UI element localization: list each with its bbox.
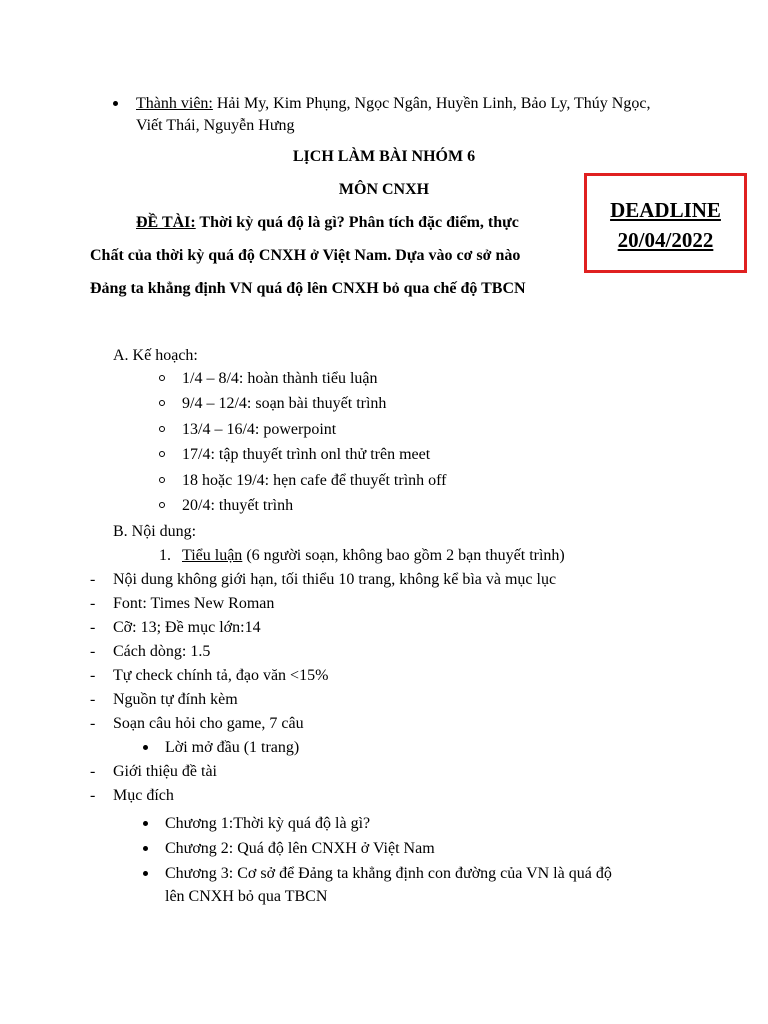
deadline-label: DEADLINE [610,198,721,222]
dash-marker: - [90,667,96,684]
chapter-item-continued: lên CNXH bỏ qua TBCN [165,888,328,905]
dash-marker: - [90,691,96,708]
topic-text-1: Thời kỳ quá độ là gì? Phân tích đặc điểm, thực [195,214,519,231]
requirement-item: Cách dòng: 1.5 [113,643,211,660]
topic-line-3: Đảng ta khẳng định VN quá độ lên CNXH bỏ qua chế độ TBCN [90,280,526,297]
intro-item: Lời mở đầu (1 trang) [165,739,300,756]
plan-item: 17/4: tập thuyết trình onl thử trên meet [182,446,431,463]
deadline-box [584,173,747,273]
chapter-item: Chương 1:Thời kỳ quá độ là gì? [165,815,371,832]
dash-marker: - [90,715,96,732]
members-names-2: Viết Thái, Nguyễn Hưng [136,117,295,134]
circle-bullet-icon [159,451,165,457]
plan-item: 13/4 – 16/4: powerpoint [182,421,337,438]
dash-marker: - [90,619,96,636]
requirement-item: Nội dung không giới hạn, tối thiểu 10 trang, không kể bìa và mục lục [113,571,557,588]
dash-marker: - [90,763,96,780]
dash-marker: - [90,571,96,588]
circle-bullet-icon [159,477,165,483]
page-subtitle: MÔN CNXH [338,181,430,198]
circle-bullet-icon [159,426,165,432]
members-bullet [113,101,118,106]
sub-heading-1 [182,544,565,568]
page-title: LỊCH LÀM BÀI NHÓM 6 [292,148,476,165]
requirement-item: Nguồn tự đính kèm [113,691,238,708]
requirement-item: Giới thiệu đề tài [113,763,217,780]
dash-marker: - [90,787,96,804]
dash-marker: - [90,643,96,660]
chapter-item: Chương 3: Cơ sở để Đảng ta khẳng định con đường của VN là quá độ [165,865,612,882]
sub-heading-1-number: 1. [159,547,171,564]
sub-heading-1-label: Tiểu luận [182,547,243,564]
plan-item: 9/4 – 12/4: soạn bài thuyết trình [182,395,387,412]
chapter-bullet [143,871,148,876]
intro-bullet [143,745,148,750]
sub-heading-1-note: (6 người soạn, không bao gồm 2 bạn thuyết trình) [242,547,565,564]
chapter-item: Chương 2: Quá độ lên CNXH ở Việt Nam [165,840,435,857]
circle-bullet-icon [159,400,165,406]
requirement-item: Tự check chính tả, đạo văn <15% [113,667,329,684]
requirement-item: Font: Times New Roman [113,595,275,612]
members-names-1: Hải My, Kim Phụng, Ngọc Ngân, Huyền Linh, Bảo Ly, Thúy Ngọc, [212,95,651,112]
plan-item: 18 hoặc 19/4: hẹn cafe để thuyết trình off [182,472,447,489]
plan-item: 20/4: thuyết trình [182,497,294,514]
members-label: Thành viên: [136,95,213,112]
dash-marker: - [90,595,96,612]
circle-bullet-icon [159,502,165,508]
deadline-date: 20/04/2022 [617,228,714,252]
topic-line-1 [136,211,519,235]
members-line [136,92,650,116]
chapter-bullet [143,846,148,851]
circle-bullet-icon [159,375,165,381]
requirement-item: Mục đích [113,787,174,804]
topic-line-2: Chất của thời kỳ quá độ CNXH ở Việt Nam. Dựa vào cơ sở nào [90,247,521,264]
section-a-heading: A. Kế hoạch: [113,347,198,364]
plan-item: 1/4 – 8/4: hoàn thành tiểu luận [182,370,378,387]
topic-label: ĐỀ TÀI: [136,214,196,231]
requirement-item: Soạn câu hỏi cho game, 7 câu [113,715,304,732]
requirement-item: Cỡ: 13; Đề mục lớn:14 [113,619,261,636]
chapter-bullet [143,821,148,826]
section-b-heading: B. Nội dung: [113,523,197,540]
